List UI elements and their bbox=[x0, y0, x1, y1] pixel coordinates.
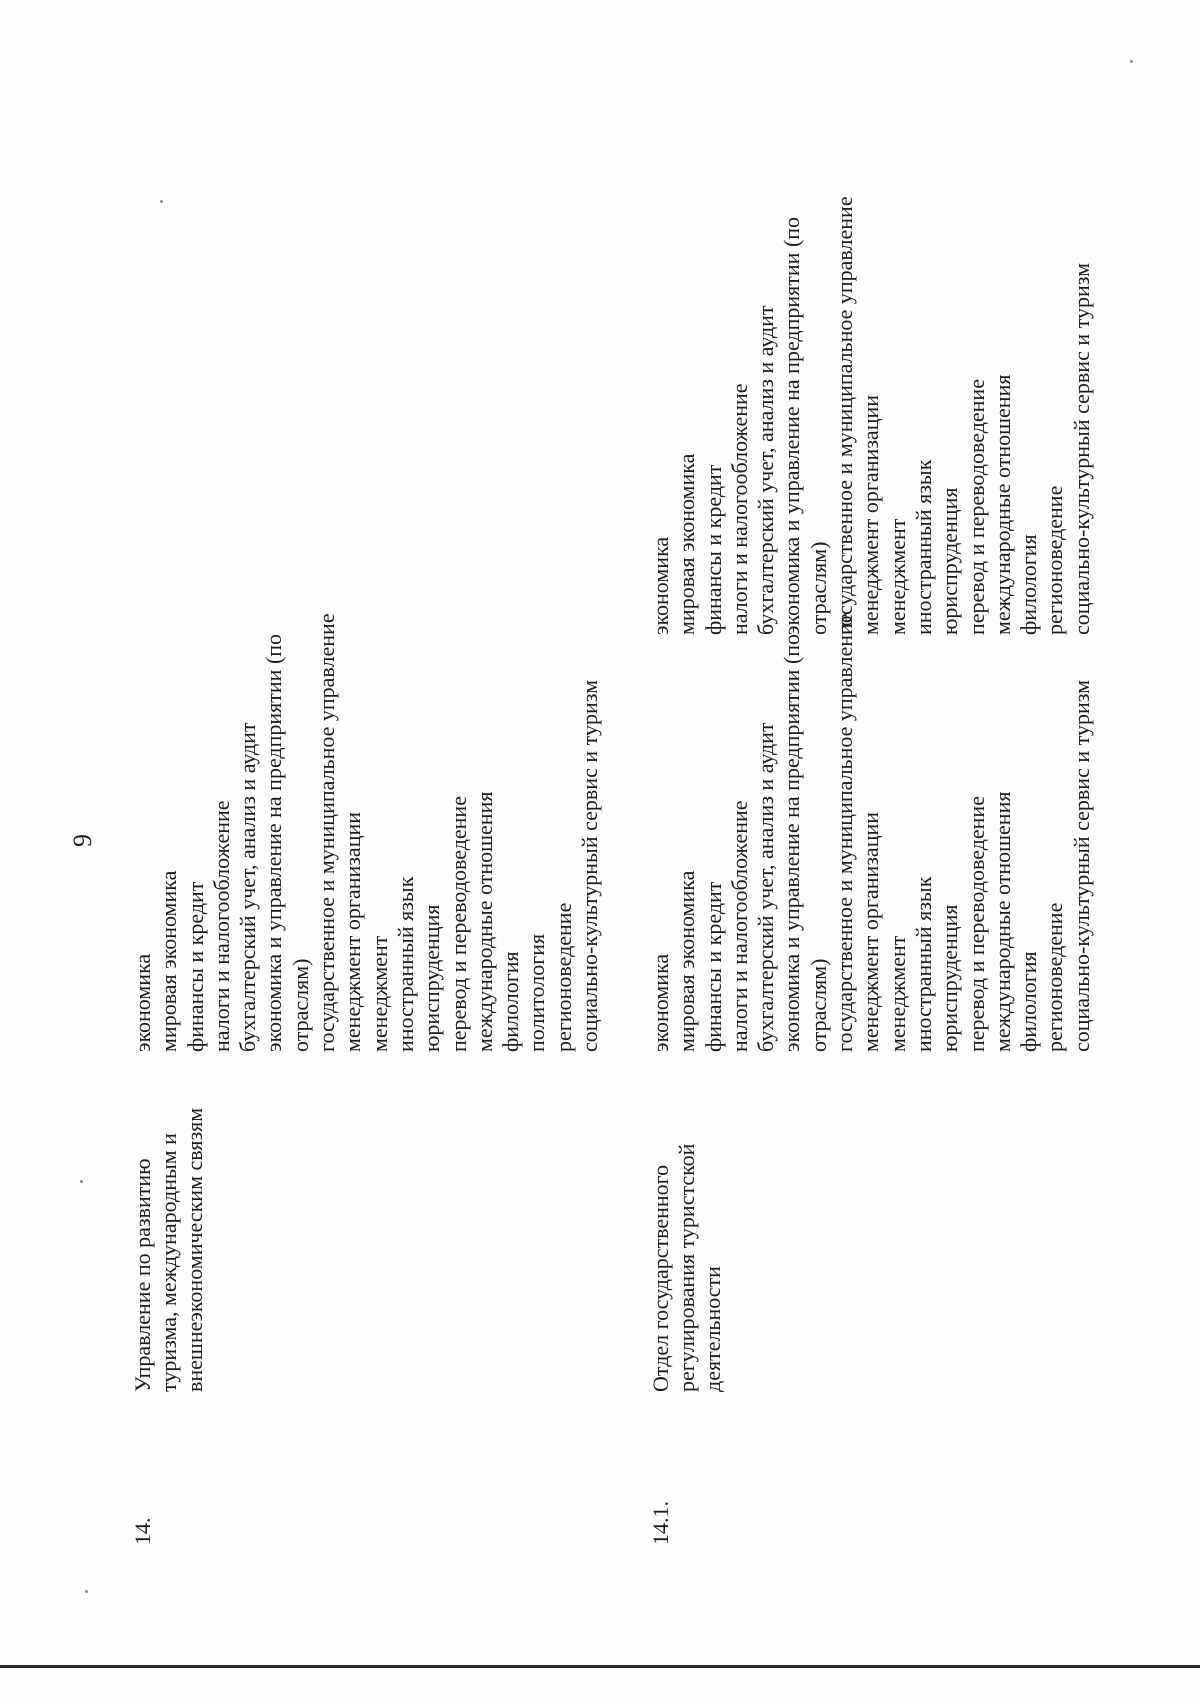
department-name-line: регулирования туристской bbox=[674, 1143, 699, 1392]
scan-speck bbox=[80, 1180, 83, 1183]
scan-speck bbox=[160, 200, 163, 203]
specialty-list bbox=[648, 613, 1095, 1052]
list-item: иностранный язык bbox=[910, 876, 936, 1052]
list-item: мировая экономика bbox=[156, 870, 182, 1052]
list-item: регионоведение bbox=[1042, 485, 1068, 635]
list-item: экономика и управление на предприятии (по bbox=[779, 216, 805, 635]
list-item: бухгалтерский учет, анализ и аудит bbox=[753, 305, 779, 635]
page-number: 9 bbox=[68, 834, 97, 847]
list-item: юриспруденция bbox=[419, 904, 445, 1052]
department-name-line: Управление по развитию bbox=[130, 1158, 155, 1392]
list-item: налоги и налогообложение bbox=[726, 800, 752, 1052]
list-item: бухгалтерский учет, анализ и аудит bbox=[753, 722, 779, 1052]
list-item: экономика bbox=[130, 953, 155, 1052]
list-item: регионоведение bbox=[1042, 902, 1068, 1052]
list-item: экономика bbox=[648, 536, 673, 635]
list-item: филология bbox=[1016, 951, 1042, 1052]
list-item: менеджмент bbox=[884, 935, 910, 1052]
row-number: 14.1. bbox=[648, 1501, 673, 1545]
list-item: юриспруденция bbox=[937, 487, 963, 635]
list-item: международные отношения bbox=[989, 791, 1015, 1052]
list-item: политология bbox=[524, 933, 550, 1052]
list-item: международные отношения bbox=[989, 374, 1015, 635]
department-name bbox=[648, 1092, 726, 1392]
list-item: иностранный язык bbox=[392, 876, 418, 1052]
list-item: перевод и переводоведение bbox=[963, 796, 989, 1052]
list-item: экономика и управление на предприятии (по bbox=[779, 633, 805, 1052]
list-item: социально-культурный сервис и туризм bbox=[577, 679, 603, 1052]
scan-edge-line bbox=[0, 1665, 1200, 1668]
list-item: государственное и муниципальное управление bbox=[832, 196, 858, 635]
list-item: экономика bbox=[648, 953, 673, 1052]
department-name-line: внешнеэкономическим связям bbox=[182, 1107, 207, 1392]
department-name bbox=[130, 1092, 208, 1392]
list-item: отраслям) bbox=[287, 958, 313, 1052]
department-name-line: деятельности bbox=[700, 1266, 725, 1392]
list-item: мировая экономика bbox=[674, 870, 700, 1052]
list-item: государственное и муниципальное управление bbox=[314, 613, 340, 1052]
list-item: отраслям) bbox=[805, 541, 831, 635]
list-item: международные отношения bbox=[471, 791, 497, 1052]
list-item: бухгалтерский учет, анализ и аудит bbox=[235, 722, 261, 1052]
list-item: экономика и управление на предприятии (по bbox=[261, 633, 287, 1052]
department-name-line: Отдел государственного bbox=[648, 1164, 673, 1392]
list-item: иностранный язык bbox=[910, 459, 936, 635]
list-item: налоги и налогообложение bbox=[208, 800, 234, 1052]
list-item: финансы и кредит bbox=[182, 881, 208, 1052]
department-name-line: туризма, международным и bbox=[156, 1133, 181, 1392]
list-item: социально-культурный сервис и туризм bbox=[1068, 679, 1094, 1052]
specialty-list bbox=[130, 613, 603, 1052]
list-item: финансы и кредит bbox=[700, 464, 726, 635]
list-item: отраслям) bbox=[805, 958, 831, 1052]
scan-speck bbox=[85, 1590, 88, 1593]
specialty-list bbox=[648, 196, 1095, 635]
list-item: государственное и муниципальное управление bbox=[832, 613, 858, 1052]
list-item: финансы и кредит bbox=[700, 881, 726, 1052]
list-item: налоги и налогообложение bbox=[726, 383, 752, 635]
list-item: менеджмент организации bbox=[340, 811, 366, 1052]
list-item: менеджмент организации bbox=[858, 394, 884, 635]
list-item: мировая экономика bbox=[674, 453, 700, 635]
scan-speck bbox=[1130, 60, 1133, 63]
list-item: филология bbox=[498, 951, 524, 1052]
list-item: социально-культурный сервис и туризм bbox=[1068, 262, 1094, 635]
row-number: 14. bbox=[130, 1517, 155, 1545]
list-item: менеджмент организации bbox=[858, 811, 884, 1052]
list-item: юриспруденция bbox=[937, 904, 963, 1052]
list-item: перевод и переводоведение bbox=[445, 796, 471, 1052]
list-item: перевод и переводоведение bbox=[963, 379, 989, 635]
list-item: менеджмент bbox=[884, 518, 910, 635]
list-item: менеджмент bbox=[366, 935, 392, 1052]
list-item: филология bbox=[1016, 534, 1042, 635]
list-item: регионоведение bbox=[550, 902, 576, 1052]
